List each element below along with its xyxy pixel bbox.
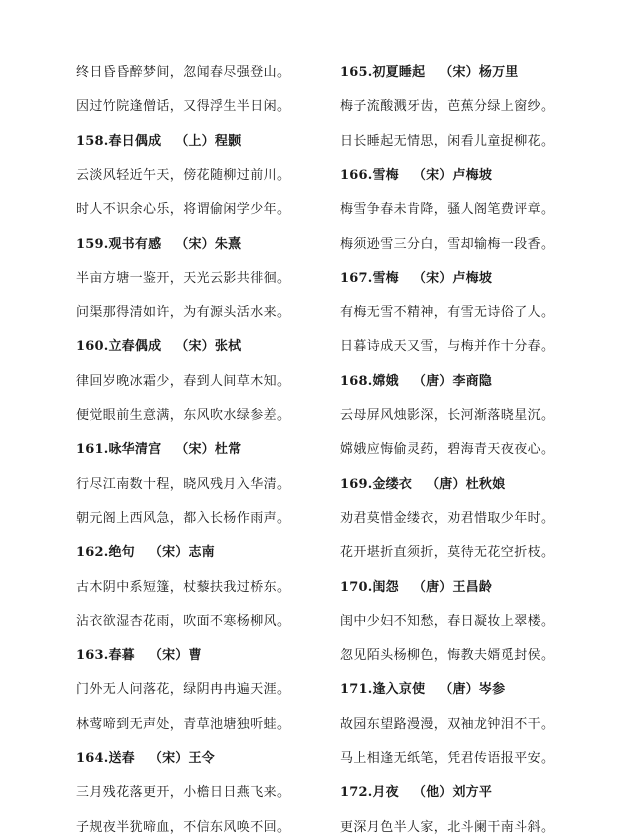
poem-title [76, 236, 241, 254]
poem-author: 岑参 [478, 682, 506, 698]
poem-verse-line: 忽见陌头杨柳色，悔教夫婿觅封侯。 [340, 648, 555, 664]
poem-verse-line: 终日昏昏醉梦间，忽闻春尽强登山。 [76, 65, 291, 80]
poem-verse-line: 故园东望路漫漫，双袖龙钟泪不干。 [340, 716, 555, 732]
poem-dynasty: （宋） [148, 648, 189, 664]
poem-number: 168. [340, 373, 373, 389]
poem-verse-line: 半亩方塘一鉴开，天光云影共徘徊。 [76, 270, 291, 286]
poem-verse-line: 梅须逊雪三分白，雪却输梅一段香。 [340, 236, 555, 252]
poem-verse-line: 林莺啼到无声处，青草池塘独听蛙。 [76, 716, 291, 732]
poem-verse-line: 因过竹院逢僧话，又得浮生半日闲。 [76, 99, 291, 115]
poem-number: 158. [76, 133, 109, 149]
poem-dynasty: （宋） [412, 167, 453, 183]
poem-name: 观书有感 [108, 236, 162, 252]
poem-name: 初夏睡起 [372, 65, 426, 80]
poem-number: 160. [76, 339, 109, 355]
poem-title [76, 441, 241, 459]
poem-dynasty: （唐） [412, 579, 453, 595]
poem-name: 立春偶成 [108, 339, 162, 355]
poem-verse-line: 日暮诗成天又雪，与梅并作十分春。 [340, 339, 555, 355]
poem-number: 166. [340, 167, 373, 183]
poem-dynasty: （宋） [439, 65, 479, 80]
poem-verse-line: 行尽江南数十程，晓风残月入华清。 [76, 476, 291, 492]
poem-title [76, 750, 215, 768]
poem-verse-line: 古木阴中系短篷，杖藜扶我过桥东。 [76, 579, 291, 595]
poem-verse-line: 云母屏风烛影深，长河渐落晓星沉。 [340, 408, 555, 423]
poem-name: 咏华清宫 [108, 442, 162, 458]
poem-dynasty: （宋） [175, 339, 215, 355]
poem-author: 王令 [188, 751, 215, 766]
poem-verse-line: 便觉眼前生意满，东风吹水绿参差。 [76, 408, 291, 423]
poem-verse-line: 花开堪折直须折，莫待无花空折枝。 [340, 545, 555, 561]
poem-author: 曹 [188, 648, 202, 664]
poem-verse-line: 闺中少妇不知愁，春日凝妆上翠楼。 [340, 613, 555, 629]
poem-number: 164. [76, 751, 109, 766]
poem-number: 161. [76, 442, 109, 458]
poem-name: 逢入京使 [372, 682, 426, 698]
poem-author: 卢梅坡 [452, 270, 493, 286]
poem-author: 李商隐 [452, 373, 493, 389]
poem-verse-line: 沾衣欲湿杏花雨，吹面不寒杨柳风。 [76, 613, 291, 629]
poem-verse-line: 三月残花落更开，小檐日日燕飞来。 [76, 785, 291, 801]
poem-title [340, 373, 492, 391]
poem-number: 169. [340, 476, 373, 492]
poem-number: 162. [76, 545, 109, 561]
poem-author: 杨万里 [478, 65, 519, 80]
poem-title [76, 647, 202, 665]
poem-name: 嫦娥 [372, 373, 399, 389]
poem-title [340, 784, 492, 802]
poem-dynasty: （宋） [412, 270, 453, 286]
poem-name: 月夜 [372, 785, 399, 801]
poem-dynasty: （宋） [148, 751, 189, 766]
poem-title [76, 544, 215, 562]
poem-verse-line: 梅子流酸溅牙齿，芭蕉分绿上窗纱。 [340, 99, 555, 115]
poem-author: 志南 [188, 545, 215, 561]
poem-number: 163. [76, 648, 109, 664]
poem-number: 159. [76, 236, 109, 252]
poem-verse-line: 马上相逢无纸笔，凭君传语报平安。 [340, 751, 555, 766]
poem-verse-line: 子规夜半犹啼血，不信东风唤不回。 [76, 819, 291, 835]
poem-name: 闺怨 [372, 579, 399, 595]
poem-name: 春日偶成 [108, 133, 162, 149]
poem-number: 165. [340, 65, 373, 80]
poem-title [76, 133, 241, 151]
poem-verse-line: 律回岁晚冰霜少，春到人间草木知。 [76, 373, 291, 389]
poem-name: 雪梅 [372, 167, 399, 183]
poem-verse-line: 劝君莫惜金缕衣，劝君惜取少年时。 [340, 510, 555, 526]
poem-title [340, 270, 492, 288]
poem-title [340, 681, 505, 699]
poem-verse-line: 嫦娥应悔偷灵药，碧海青天夜夜心。 [340, 442, 555, 458]
poem-verse-line: 更深月色半人家，北斗阑干南斗斜。 [340, 819, 555, 835]
poem-author: 刘方平 [452, 785, 493, 801]
poem-number: 167. [340, 270, 373, 286]
poem-verse-line: 梅雪争春未肯降，骚人阁笔费评章。 [340, 202, 555, 218]
poem-author: 卢梅坡 [452, 167, 493, 183]
poem-dynasty: （宋） [148, 545, 189, 561]
poem-verse-line: 朝元阁上西风急，都入长杨作雨声。 [76, 510, 291, 526]
poem-number: 172. [340, 785, 373, 801]
poem-dynasty: （上） [175, 133, 215, 149]
poem-name: 送春 [108, 751, 135, 766]
poem-number: 171. [340, 682, 373, 698]
poem-name: 春暮 [108, 648, 135, 664]
poem-dynasty: （唐） [426, 476, 466, 492]
poem-dynasty: （宋） [175, 442, 215, 458]
poem-author: 张栻 [214, 339, 242, 355]
poem-title [76, 338, 241, 356]
poem-name: 绝句 [108, 545, 135, 561]
poem-dynasty: （唐） [412, 373, 453, 389]
poem-name: 雪梅 [372, 270, 399, 286]
poem-number: 170. [340, 579, 373, 595]
poem-author: 程颢 [214, 133, 242, 149]
poem-verse-line: 云淡风轻近午天，傍花随柳过前川。 [76, 167, 291, 183]
poem-verse-line: 有梅无雪不精神，有雪无诗俗了人。 [340, 305, 555, 321]
poem-verse-line: 问渠那得清如许，为有源头活水来。 [76, 305, 291, 321]
poem-dynasty: （宋） [175, 236, 215, 252]
poem-dynasty: （他） [412, 785, 453, 801]
poem-verse-line: 门外无人问落花，绿阴冉冉遍天涯。 [76, 682, 291, 698]
poem-name: 金缕衣 [372, 476, 413, 492]
poem-title [340, 64, 519, 82]
poem-author: 杜常 [214, 442, 242, 458]
poem-author: 朱熹 [214, 236, 242, 252]
poem-title [340, 476, 505, 494]
poem-author: 王昌龄 [452, 579, 493, 595]
poem-author: 杜秋娘 [465, 476, 506, 492]
poem-title [340, 167, 492, 185]
poem-verse-line: 时人不识余心乐，将谓偷闲学少年。 [76, 202, 291, 218]
poem-dynasty: （唐） [439, 682, 479, 698]
poem-verse-line: 日长睡起无情思，闲看儿童捉柳花。 [340, 133, 555, 149]
poem-title [340, 579, 492, 597]
